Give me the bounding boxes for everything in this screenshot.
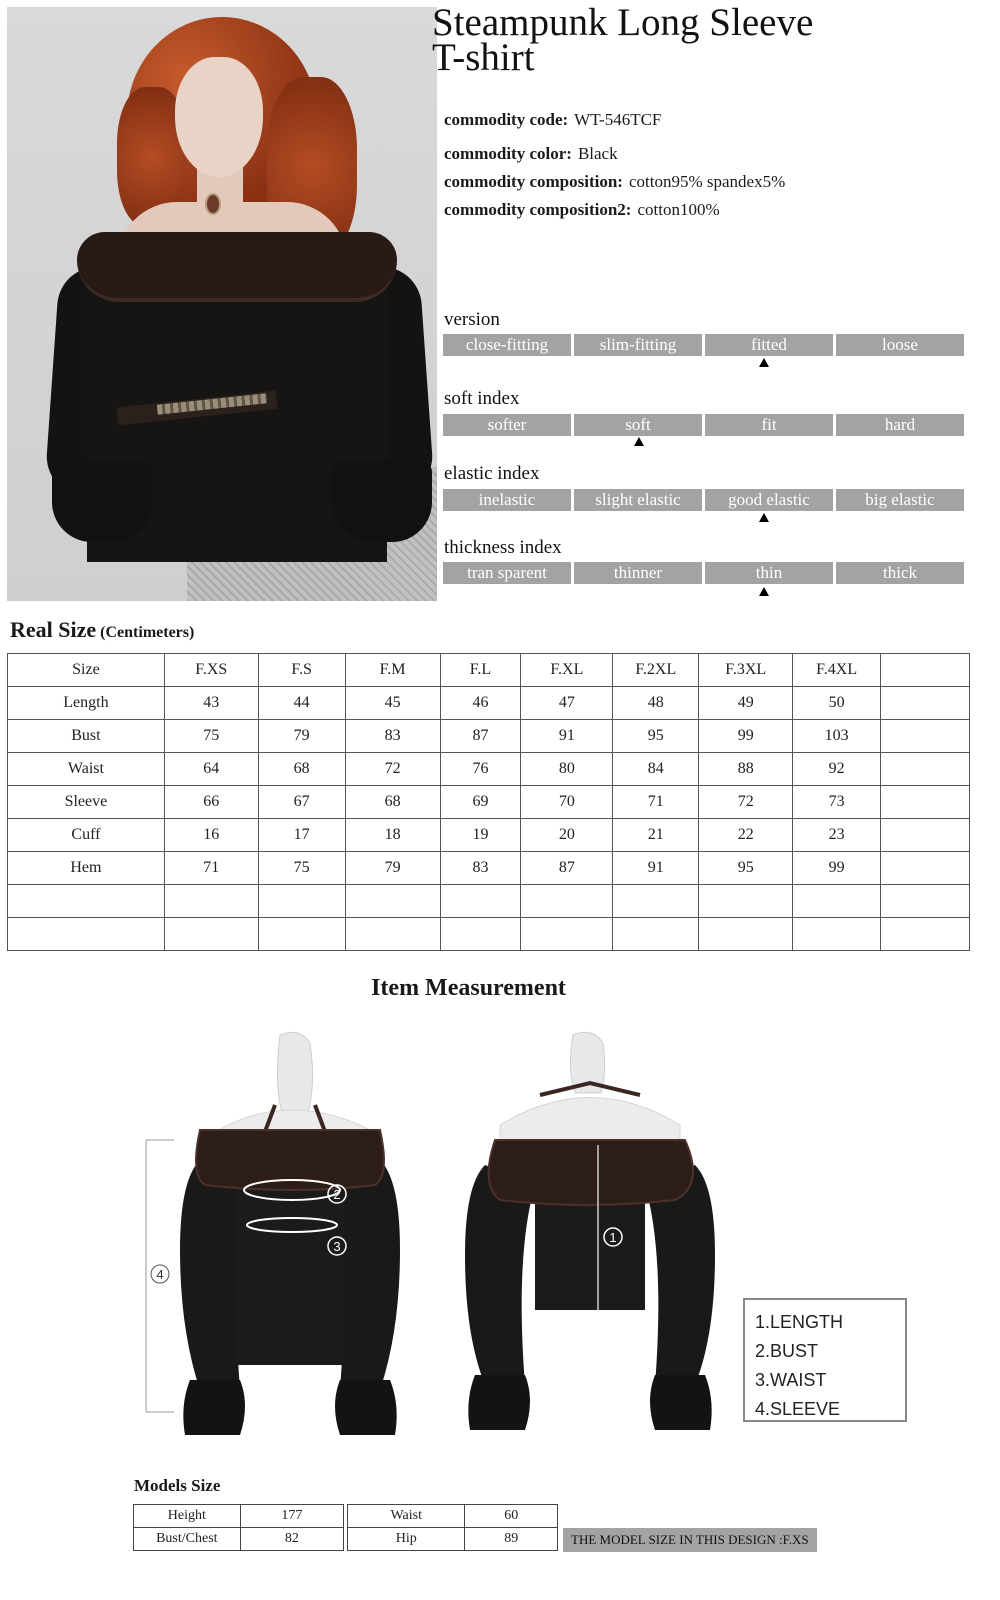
table-cell: [440, 918, 521, 951]
legend-item: 1.LENGTH: [755, 1312, 844, 1332]
table-cell: 95: [613, 720, 699, 753]
table-cell: Bust/Chest: [134, 1528, 241, 1551]
table-header-cell: F.S: [258, 654, 345, 687]
thickness-index-scale: [443, 562, 964, 584]
table-header-cell: F.M: [345, 654, 440, 687]
elastic-index-option: good elastic: [705, 489, 833, 511]
table-header-cell: F.XS: [164, 654, 258, 687]
table-cell: Waist: [348, 1505, 465, 1528]
table-cell: [699, 885, 793, 918]
table-cell: 68: [258, 753, 345, 786]
table-row: [8, 852, 970, 885]
table-row: [8, 819, 970, 852]
table-cell: 79: [345, 852, 440, 885]
spec-composition: commodity composition: cotton95% spandex5%: [444, 172, 786, 191]
table-cell: 177: [240, 1505, 343, 1528]
table-row: [8, 786, 970, 819]
table-cell: 60: [465, 1505, 558, 1528]
elastic-index-selected-marker: [759, 513, 769, 522]
table-cell: 83: [440, 852, 521, 885]
table-cell: 91: [613, 852, 699, 885]
left-cuff: [183, 1380, 245, 1435]
table-header-cell: F.2XL: [613, 654, 699, 687]
waist-marker-label: 3: [333, 1239, 341, 1254]
table-cell: [613, 918, 699, 951]
table-cell: [164, 918, 258, 951]
garment-back-diagram: [455, 1025, 735, 1455]
table-cell: [521, 885, 613, 918]
real-size-title: Real Size (Centimeters): [10, 617, 195, 642]
left-cuff: [52, 462, 152, 542]
table-cell: 19: [440, 819, 521, 852]
table-cell: Hem: [8, 852, 165, 885]
table-cell: 72: [345, 753, 440, 786]
table-cell: 23: [793, 819, 881, 852]
table-cell: [881, 918, 970, 951]
models-table-right: [347, 1504, 558, 1551]
table-row: [8, 885, 970, 918]
thickness-index-option: tran sparent: [443, 562, 571, 584]
thickness-index-option: thinner: [574, 562, 702, 584]
soft-index-option: fit: [705, 414, 833, 436]
models-size-title: Models Size: [134, 1476, 221, 1495]
bust-marker-label: 2: [333, 1187, 341, 1202]
table-cell: 68: [345, 786, 440, 819]
table-header-row: [8, 654, 970, 687]
version-option: close-fitting: [443, 334, 571, 356]
table-cell: 82: [240, 1528, 343, 1551]
table-row: [134, 1528, 344, 1551]
table-cell: 69: [440, 786, 521, 819]
soft-index-label: soft index: [444, 388, 520, 409]
table-cell: [881, 687, 970, 720]
table-cell: 75: [258, 852, 345, 885]
table-cell: Height: [134, 1505, 241, 1528]
table-cell: 72: [699, 786, 793, 819]
legend-item: 2.BUST: [755, 1341, 819, 1361]
thickness-index-option: thin: [705, 562, 833, 584]
right-cuff: [335, 1380, 397, 1435]
table-cell: [881, 852, 970, 885]
soft-index-option: soft: [574, 414, 702, 436]
table-cell: [699, 918, 793, 951]
table-cell: 64: [164, 753, 258, 786]
soft-index-option: hard: [836, 414, 964, 436]
table-cell: 70: [521, 786, 613, 819]
table-cell: 73: [793, 786, 881, 819]
table-row: [348, 1505, 558, 1528]
table-row: [348, 1528, 558, 1551]
table-cell: 103: [793, 720, 881, 753]
table-cell: 84: [613, 753, 699, 786]
table-cell: 89: [465, 1528, 558, 1551]
table-cell: 79: [258, 720, 345, 753]
table-cell: Waist: [8, 753, 165, 786]
right-cuff: [332, 462, 432, 542]
mannequin-head: [277, 1032, 312, 1113]
table-row: [8, 687, 970, 720]
legend-item: 4.SLEEVE: [755, 1399, 841, 1419]
soft-index-option: softer: [443, 414, 571, 436]
table-cell: 66: [164, 786, 258, 819]
table-row: [8, 753, 970, 786]
table-cell: [521, 918, 613, 951]
table-header-cell: Size: [8, 654, 165, 687]
ruffle: [489, 1140, 693, 1205]
spec-code: commodity code: WT-546TCF: [444, 110, 662, 129]
table-cell: 83: [345, 720, 440, 753]
model-face: [175, 57, 263, 177]
spec-composition2: commodity composition2: cotton100%: [444, 200, 720, 219]
models-table-left: [133, 1504, 344, 1551]
table-cell: 87: [440, 720, 521, 753]
table-cell: 95: [699, 852, 793, 885]
table-cell: 91: [521, 720, 613, 753]
table-cell: 75: [164, 720, 258, 753]
table-cell: [613, 885, 699, 918]
table-header-cell: F.L: [440, 654, 521, 687]
version-option: fitted: [705, 334, 833, 356]
table-cell: [881, 819, 970, 852]
table-cell: 21: [613, 819, 699, 852]
table-cell: Cuff: [8, 819, 165, 852]
table-cell: [8, 885, 165, 918]
table-cell: [440, 885, 521, 918]
right-cuff: [650, 1375, 712, 1430]
table-cell: 49: [699, 687, 793, 720]
item-measurement-title: Item Measurement: [371, 975, 566, 1001]
table-cell: [881, 786, 970, 819]
version-selected-marker: [759, 358, 769, 367]
size-table: [7, 653, 970, 951]
table-cell: 48: [613, 687, 699, 720]
table-cell: 76: [440, 753, 521, 786]
mannequin-shoulders: [500, 1098, 680, 1146]
table-cell: 71: [613, 786, 699, 819]
table-cell: 92: [793, 753, 881, 786]
table-header-cell: F.XL: [521, 654, 613, 687]
table-cell: 50: [793, 687, 881, 720]
table-cell: [345, 918, 440, 951]
table-cell: [881, 720, 970, 753]
length-marker-label: 1: [609, 1230, 617, 1245]
elastic-index-label: elastic index: [444, 463, 540, 484]
table-cell: 17: [258, 819, 345, 852]
shirt-ruffle: [77, 232, 397, 302]
table-cell: 20: [521, 819, 613, 852]
table-cell: 47: [521, 687, 613, 720]
table-header-cell: F.4XL: [793, 654, 881, 687]
version-label: version: [444, 309, 500, 330]
elastic-index-option: slight elastic: [574, 489, 702, 511]
measurement-legend: [743, 1298, 907, 1422]
version-option: slim-fitting: [574, 334, 702, 356]
table-cell: 22: [699, 819, 793, 852]
table-cell: 45: [345, 687, 440, 720]
table-cell: Sleeve: [8, 786, 165, 819]
table-cell: 46: [440, 687, 521, 720]
spec-color: commodity color: Black: [444, 144, 618, 163]
table-row: [8, 918, 970, 951]
garment-front-diagram: [140, 1025, 440, 1455]
table-cell: [8, 918, 165, 951]
table-row: [8, 720, 970, 753]
table-cell: [164, 885, 258, 918]
table-row: [134, 1505, 344, 1528]
version-option: loose: [836, 334, 964, 356]
sleeve-marker-label: 4: [156, 1267, 164, 1282]
soft-index-scale: [443, 414, 964, 436]
version-scale: [443, 334, 964, 356]
table-header-cell: F.3XL: [699, 654, 793, 687]
table-cell: 43: [164, 687, 258, 720]
table-cell: 44: [258, 687, 345, 720]
legend-item: 3.WAIST: [755, 1370, 827, 1390]
pendant-necklace: [205, 193, 221, 215]
table-header-cell: [881, 654, 970, 687]
thickness-index-selected-marker: [759, 587, 769, 596]
table-cell: 67: [258, 786, 345, 819]
left-cuff: [468, 1375, 530, 1430]
table-cell: 71: [164, 852, 258, 885]
table-cell: [881, 885, 970, 918]
table-cell: 80: [521, 753, 613, 786]
table-cell: 99: [793, 852, 881, 885]
table-cell: 18: [345, 819, 440, 852]
table-cell: Length: [8, 687, 165, 720]
table-cell: [258, 885, 345, 918]
table-cell: Bust: [8, 720, 165, 753]
elastic-index-option: inelastic: [443, 489, 571, 511]
table-cell: 16: [164, 819, 258, 852]
table-cell: [881, 753, 970, 786]
soft-index-selected-marker: [634, 437, 644, 446]
model-size-note: THE MODEL SIZE IN THIS DESIGN :F.XS: [563, 1528, 817, 1552]
table-cell: [345, 885, 440, 918]
table-cell: [793, 918, 881, 951]
table-cell: [258, 918, 345, 951]
elastic-index-scale: [443, 489, 964, 511]
elastic-index-option: big elastic: [836, 489, 964, 511]
table-cell: 87: [521, 852, 613, 885]
product-photo: [7, 7, 437, 601]
product-title: Steampunk Long Sleeve T-shirt: [432, 1, 814, 79]
table-cell: [793, 885, 881, 918]
table-cell: 88: [699, 753, 793, 786]
thickness-index-option: thick: [836, 562, 964, 584]
table-cell: Hip: [348, 1528, 465, 1551]
shirt-body: [235, 1175, 345, 1365]
thickness-index-label: thickness index: [444, 537, 562, 558]
table-cell: 99: [699, 720, 793, 753]
